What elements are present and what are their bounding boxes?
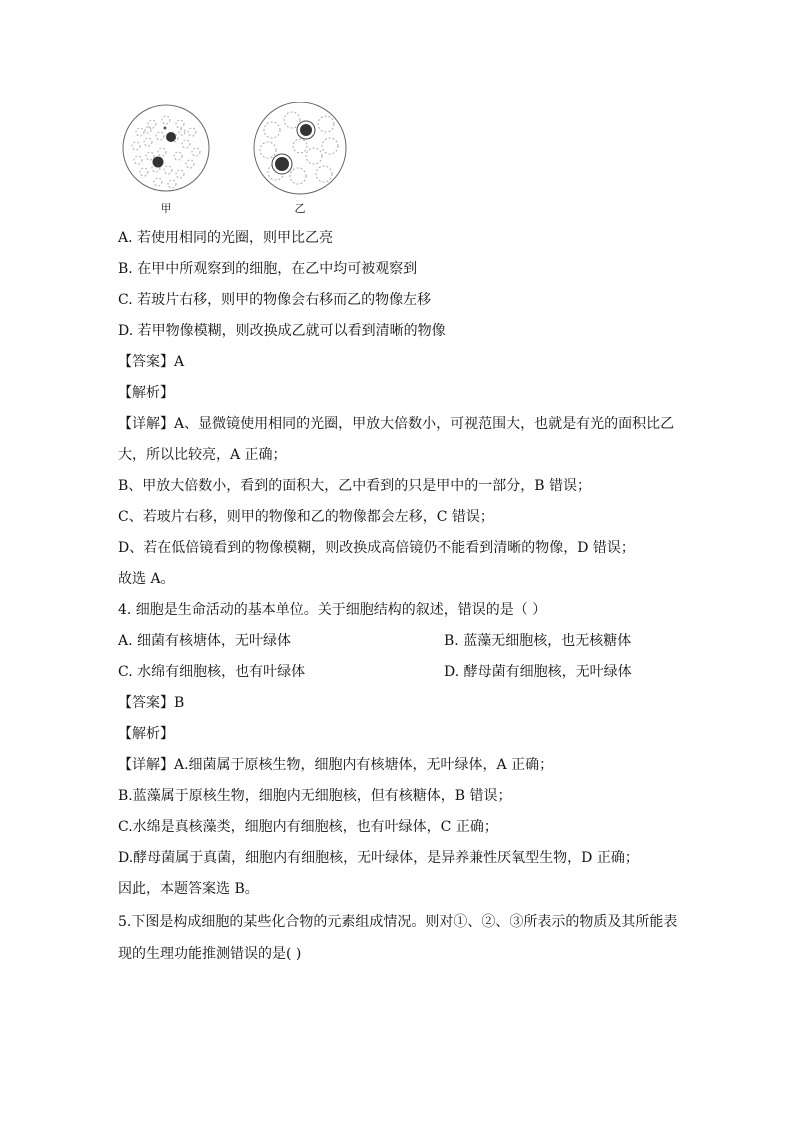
q3-option-a: A. 若使用相同的光圈，则甲比乙亮 xyxy=(118,230,334,246)
microscope-view-high-icon xyxy=(248,102,352,198)
q3-analysis-title: 【解析】 xyxy=(118,385,174,401)
microscope-view-low-icon xyxy=(118,102,214,198)
q4-option-a: A. 细菌有核塘体，无叶绿体 xyxy=(118,633,292,649)
q4-detail-line-5: 因此，本题答案选 B。 xyxy=(118,881,259,897)
figure-yi xyxy=(248,102,352,215)
q5-stem-line-2: 现的生理功能推测错误的是( ) xyxy=(118,946,302,962)
q4-detail-line-3: C.水绵是真核藻类，细胞内有细胞核，也有叶绿体，C 正确； xyxy=(118,819,498,835)
figure-jia xyxy=(118,102,214,215)
q3-detail-line-5: D、若在低倍镜看到的物像模糊，则改换成高倍镜仍不能看到清晰的物像，D 错误； xyxy=(118,540,635,556)
q3-detail-line-2: 大，所以比较亮，A 正确； xyxy=(118,447,287,463)
microscope-figures xyxy=(118,102,358,214)
q3-detail-line-6: 故选 A。 xyxy=(118,571,175,587)
q3-option-b: B. 在甲中所观察到的细胞，在乙中均可被观察到 xyxy=(118,261,418,277)
q4-option-d: D. 酵母菌有细胞核，无叶绿体 xyxy=(444,664,632,680)
q3-option-d: D. 若甲物像模糊，则改换成乙就可以看到清晰的物像 xyxy=(118,323,446,339)
q3-option-c: C. 若玻片右移，则甲的物像会右移而乙的物像左移 xyxy=(118,292,432,308)
q3-detail-line-4: C、若玻片右移，则甲的物像和乙的物像都会左移，C 错误； xyxy=(118,509,494,525)
q4-answer: 【答案】B xyxy=(118,695,185,711)
q4-detail-line-2: B.蓝藻属于原核生物，细胞内无细胞核，但有核糖体，B 错误； xyxy=(118,788,512,804)
q3-answer: 【答案】A xyxy=(118,354,185,370)
q4-stem: 4. 细胞是生命活动的基本单位。关于细胞结构的叙述，错误的是（ ） xyxy=(118,602,547,618)
q3-detail-line-1: 【详解】A、显微镜使用相同的光圈，甲放大倍数小，可视范围大，也就是有光的面积比乙 xyxy=(118,416,675,432)
q4-detail-line-4: D.酵母菌属于真菌，细胞内有细胞核，无叶绿体，是异养兼性厌氧型生物，D 正确； xyxy=(118,850,639,866)
q3-detail-line-3: B、甲放大倍数小，看到的面积大，乙中看到的只是甲中的一部分，B 错误； xyxy=(118,478,592,494)
q4-option-c: C. 水绵有细胞核，也有叶绿体 xyxy=(118,664,306,680)
q4-option-b: B. 蓝藻无细胞核，也无核糖体 xyxy=(444,633,632,649)
q5-stem-line-1: 5.下图是构成细胞的某些化合物的元素组成情况。则对①、②、③所表示的物质及其所能表 xyxy=(118,914,678,930)
q4-analysis-title: 【解析】 xyxy=(118,726,174,742)
q4-detail-line-1: 【详解】A.细菌属于原核生物，细胞内有核塘体，无叶绿体，A 正确； xyxy=(118,757,554,773)
figure-label-jia: 甲 xyxy=(160,202,172,215)
figure-label-yi: 乙 xyxy=(294,202,306,215)
